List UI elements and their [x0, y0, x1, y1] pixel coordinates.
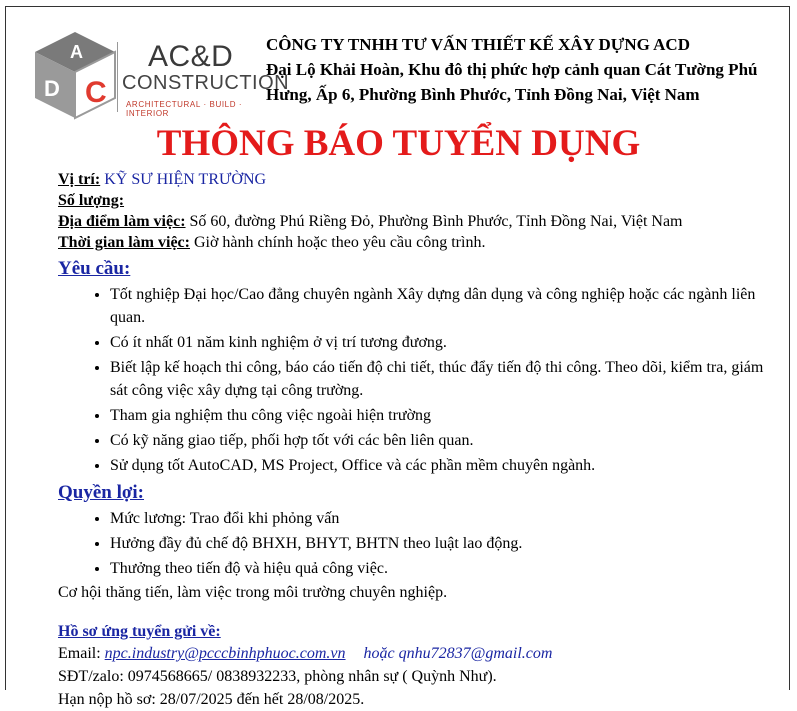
email-row — [58, 642, 778, 665]
list-item: • Hưởng đầy đủ chế độ BHXH, BHYT, BHTN theo luật lao động. — [110, 532, 778, 555]
benefits-list — [58, 507, 778, 580]
logo-brand: AC&D — [148, 40, 234, 73]
apply-heading: Hồ sơ ứng tuyển gửi về: — [58, 623, 221, 640]
document-body — [58, 169, 778, 711]
company-address: Đại Lộ Khải Hoàn, Khu đô thị phức hợp cảnh quan Cát Tường Phú Hưng, Ấp 6, Phường Bình Phước, Tỉnh Đồng Nai, Việt Nam — [266, 60, 758, 104]
logo-tagline: ARCHITECTURAL · BUILD · INTERIOR — [126, 100, 243, 118]
location-row — [58, 211, 778, 232]
list-item: • Thưởng theo tiến độ và hiệu quả công việc. — [110, 557, 778, 580]
requirements-list — [58, 283, 778, 477]
position-row — [58, 169, 778, 190]
position-label: Vị trí: — [58, 171, 101, 188]
requirements-heading: Yêu cầu: — [58, 258, 131, 279]
benefits-extra: Cơ hội thăng tiến, làm việc trong môi trường chuyên nghiệp. — [58, 584, 448, 601]
phone-row: SĐT/zalo: 0974568665/ 0838932233, phòng nhân sự ( Quỳnh Như). — [58, 668, 497, 685]
time-value: Giờ hành chính hoặc theo yêu cầu công trình. — [193, 234, 486, 251]
svg-text:A: A — [70, 42, 83, 62]
company-name: CÔNG TY TNHH TƯ VẤN THIẾT KẾ XÂY DỰNG ACD — [266, 35, 690, 54]
location-label: Địa điểm làm việc: — [58, 213, 186, 230]
location-value: Số 60, đường Phú Riềng Đỏ, Phường Bình Phước, Tỉnh Đồng Nai, Việt Nam — [189, 213, 683, 230]
email-primary-link[interactable]: npc.industry@pcccbinhphuoc.com.vn — [104, 645, 346, 662]
time-label: Thời gian làm việc: — [58, 234, 190, 251]
svg-text:D: D — [44, 76, 60, 101]
list-item: • Sử dụng tốt AutoCAD, MS Project, Office và các phần mềm chuyên ngành. — [110, 454, 778, 477]
list-item: • Tốt nghiệp Đại học/Cao đẳng chuyên ngành Xây dựng dân dụng và công nghiệp hoặc các ngành liên quan. — [110, 283, 778, 329]
benefits-heading: Quyền lợi: — [58, 482, 145, 503]
email-label: Email: — [58, 645, 101, 662]
svg-text:C: C — [85, 76, 107, 109]
quantity-row — [58, 190, 778, 211]
email-alt-link[interactable]: hoặc qnhu72837@gmail.com — [363, 645, 553, 662]
list-item: • Tham gia nghiệm thu công việc ngoài hiện trường — [110, 404, 778, 427]
list-item: • Có ít nhất 01 năm kinh nghiệm ở vị trí tương đương. — [110, 331, 778, 354]
company-block — [266, 32, 776, 107]
deadline-row: Hạn nộp hồ sơ: 28/07/2025 đến hết 28/08/2025. — [58, 691, 365, 708]
logo-divider — [117, 42, 118, 112]
list-item: • Biết lập kế hoạch thi công, báo cáo tiến độ chi tiết, thúc đẩy tiến độ thi công. Theo dõi, kiểm tra, giám sát công việc xây dựng tại công trường. — [110, 356, 778, 402]
company-logo — [30, 30, 290, 120]
cube-logo-icon — [30, 30, 120, 120]
position-value: KỸ SƯ HIỆN TRƯỜNG — [104, 171, 267, 188]
quantity-label: Số lượng: — [58, 192, 125, 209]
logo-subtitle: CONSTRUCTION — [122, 72, 290, 94]
list-item: • Mức lương: Trao đổi khi phỏng vấn — [110, 507, 778, 530]
list-item: • Có kỹ năng giao tiếp, phối hợp tốt với các bên liên quan. — [110, 429, 778, 452]
page-title: THÔNG BÁO TUYỂN DỤNG — [156, 123, 641, 164]
time-row — [58, 232, 778, 253]
